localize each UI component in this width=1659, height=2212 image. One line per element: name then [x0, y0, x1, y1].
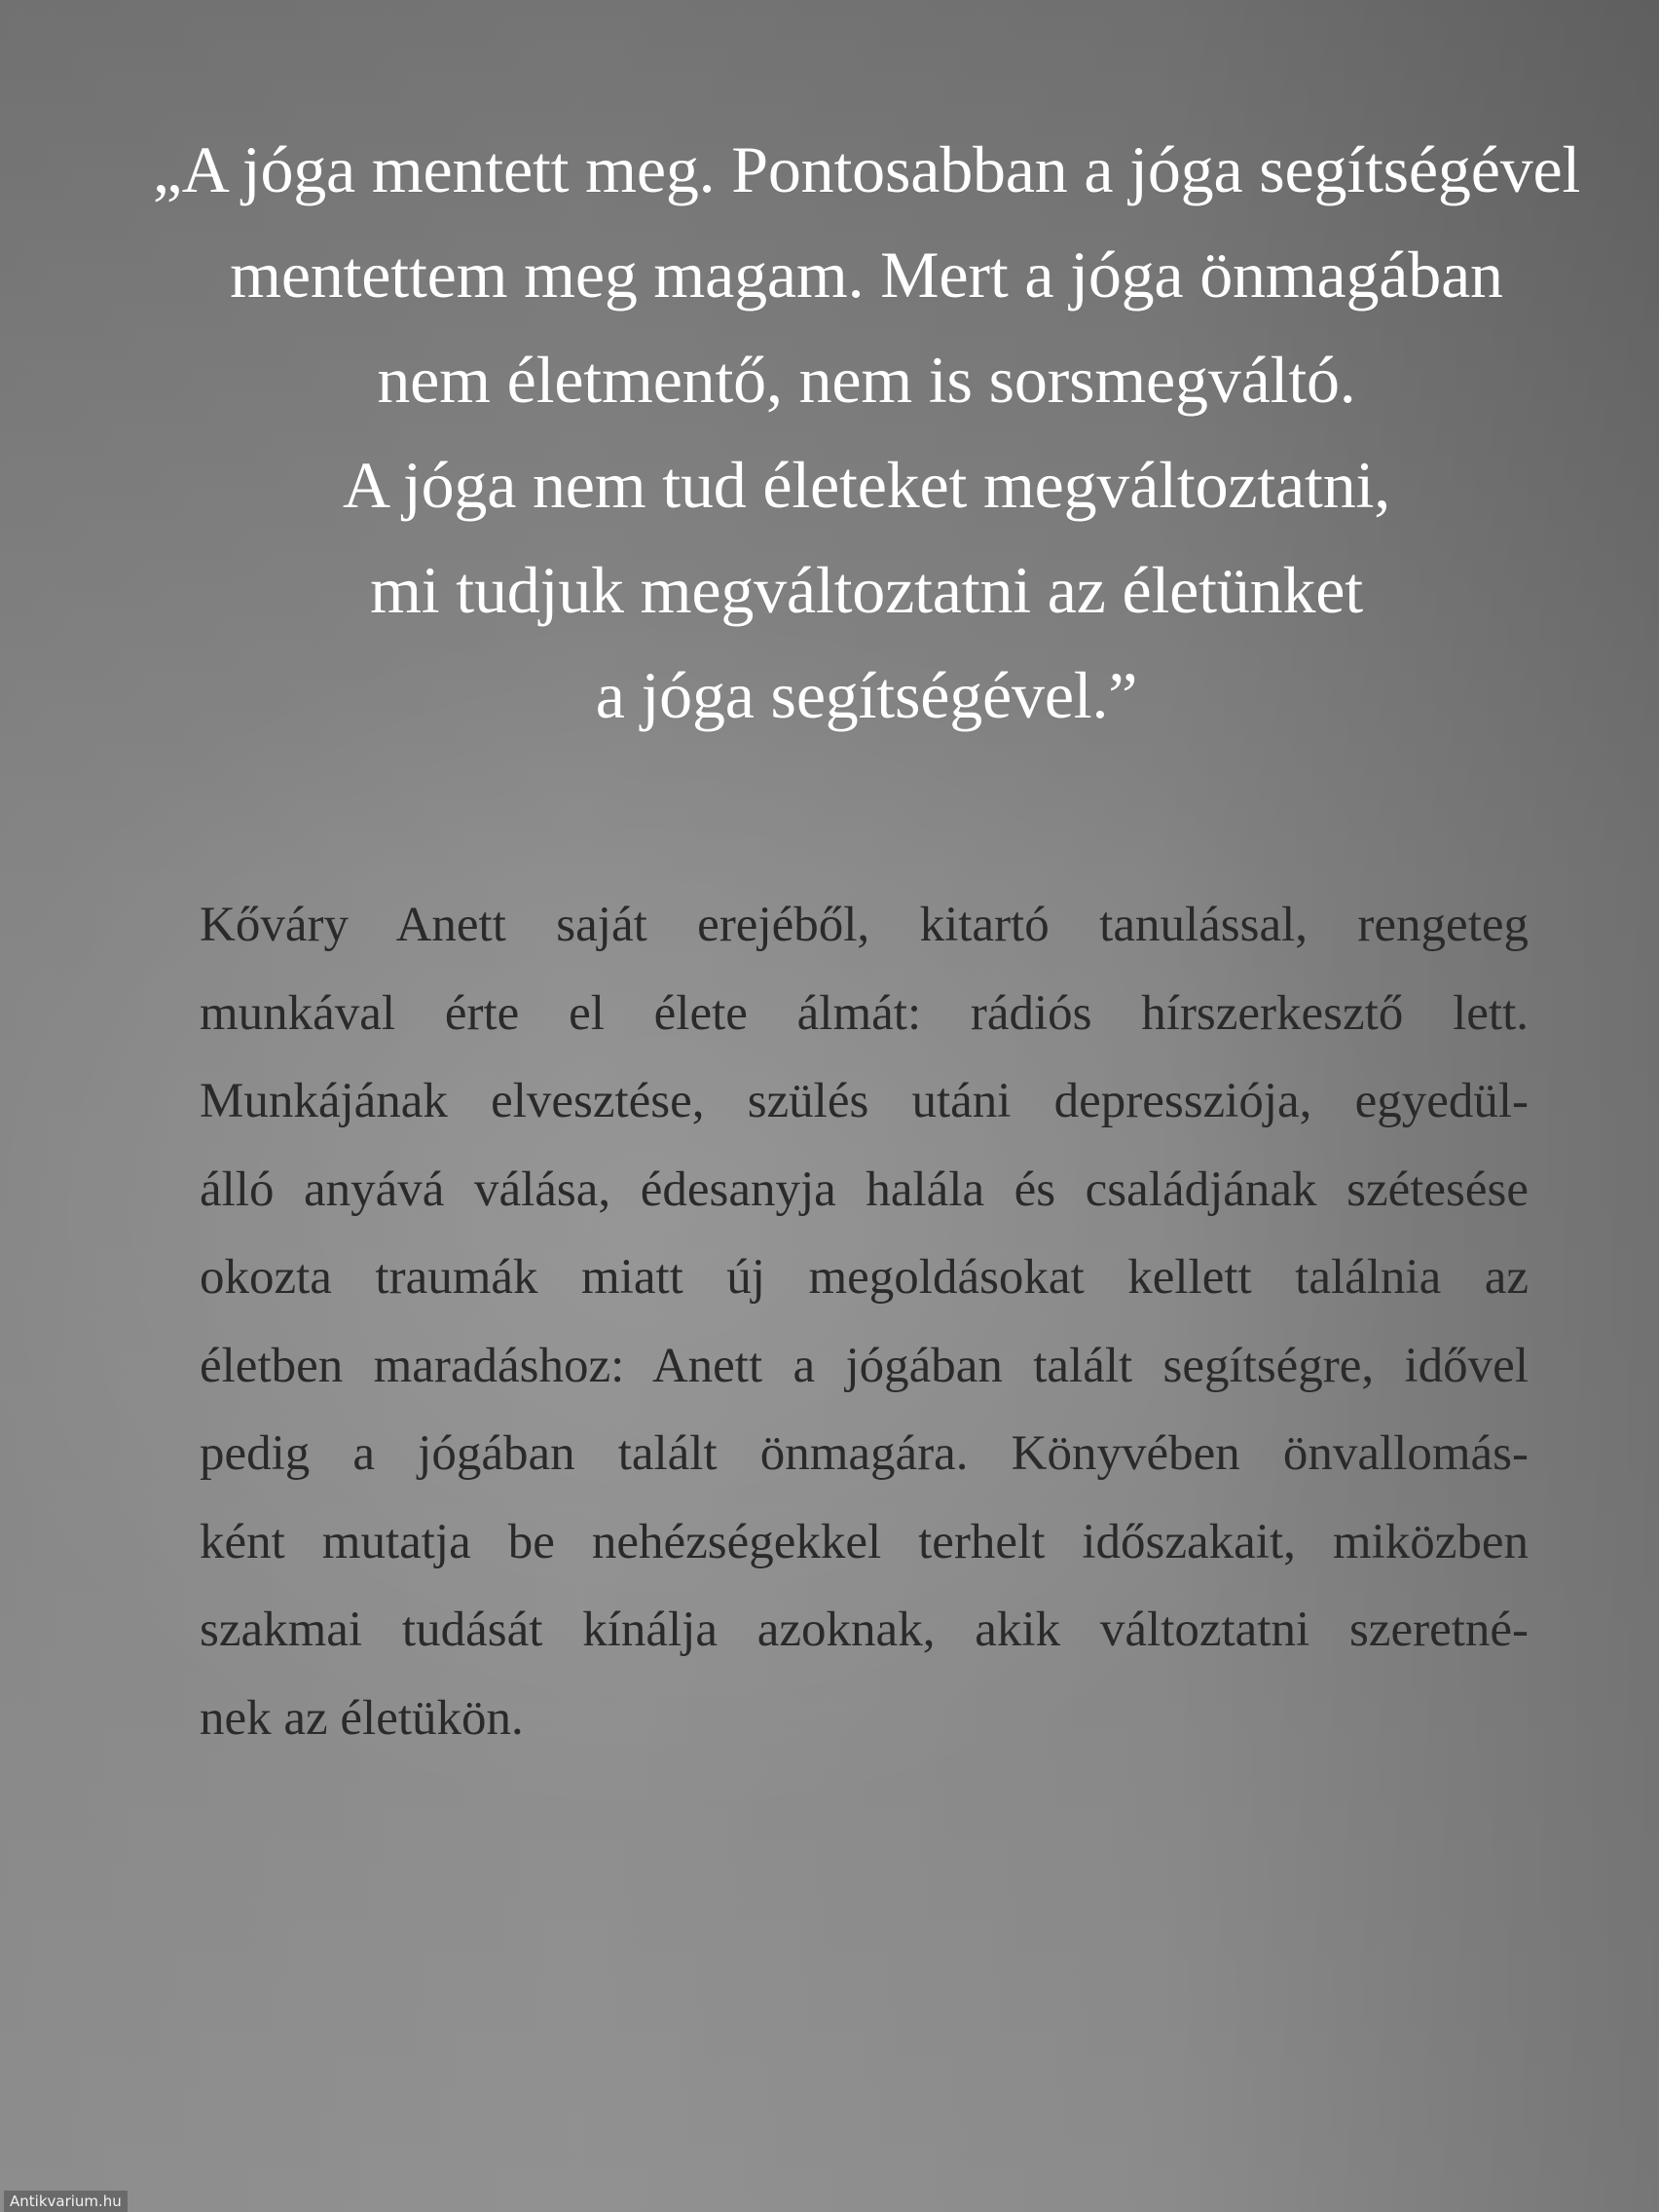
quote-line: nem életmentő, nem is sorsmegváltó.: [377, 343, 1356, 417]
blurb-paragraph: [200, 881, 1529, 1762]
blurb-line: pedig a jógában talált önmagára. Könyvében önvallomás-: [200, 1426, 1529, 1481]
blurb-line: életben maradáshoz: Anett a jógában talált segítségre, idővel: [200, 1338, 1529, 1393]
blurb-line: munkával érte el élete álmát: rádiós hírszerkesztő lett.: [200, 985, 1529, 1041]
quote-line: „A jóga mentett meg. Pontosabban a jóga segítségével: [152, 132, 1581, 206]
quote-line: A jóga nem tud életeket megváltoztatni,: [342, 448, 1391, 522]
blurb-line: nek az életükön.: [200, 1690, 524, 1746]
watermark-label: Antikvarium.hu: [4, 2191, 128, 2212]
pull-quote: [107, 117, 1626, 748]
quote-line: a jóga segítségével.”: [595, 658, 1138, 732]
blurb-line: szakmai tudását kínálja azoknak, akik változtatni szeretné-: [200, 1603, 1529, 1657]
quote-line: mentettem meg magam. Mert a jóga önmagában: [230, 238, 1503, 312]
blurb-line: Kőváry Anett saját erejéből, kitartó tanulással, rengeteg: [200, 898, 1529, 952]
quote-line: mi tudjuk megváltoztatni az életünket: [370, 553, 1363, 627]
blurb-line: okozta traumák miatt új megoldásokat kellett találnia az: [200, 1250, 1529, 1305]
blurb-line: álló anyává válása, édesanyja halála és családjának szétesése: [200, 1161, 1529, 1217]
blurb-line: ként mutatja be nehézségekkel terhelt időszakait, miközben: [200, 1514, 1529, 1569]
blurb-line: Munkájának elvesztése, szülés utáni depressziója, egyedül-: [200, 1074, 1529, 1128]
